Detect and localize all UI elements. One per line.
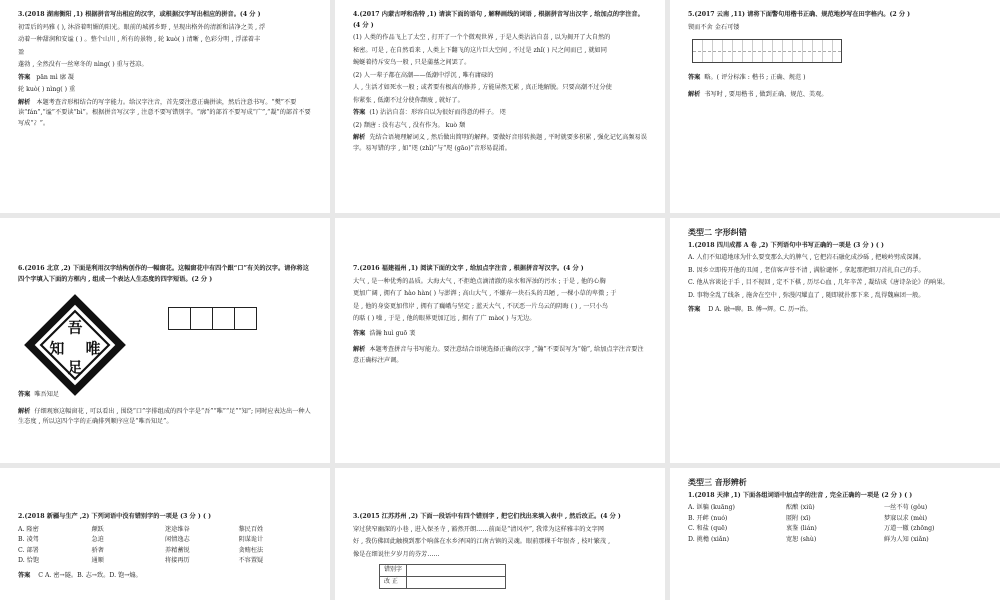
option-cell: 阴谋诡计 [238, 536, 264, 543]
explanation-text: 仔细观察这幅窗花 , 可以看出 , 围绕“口”字排组成的四个字是“吾”“唯”“足”“知”; 同时应表达出一种人生态度 , 所以这四个字的正确排列顺序应是“唯吾知足”。 [18, 407, 311, 425]
option-row [688, 524, 982, 535]
option-row [18, 546, 312, 557]
text-line: 蓬勃 , 全然没有一丝寒冬的 nìng( ) 重与苍凉。 [18, 61, 148, 68]
answer-boxes [168, 307, 312, 330]
option-cell: D. 挑檐 (xiǎn) [688, 535, 729, 543]
option-cell: 闲情逸志 [165, 536, 190, 543]
explanation-text: 本题考查拼音与书写能力。要注意结合语境选择正确的汉字 ,“瀚”不要误写为“翰”, 给加点字注音要注意正确标注声调。 [353, 346, 644, 364]
option-row [688, 535, 982, 546]
option-cell: B. 开衅 (nuó) [688, 514, 728, 522]
answer-line: 轮 kuò( ) nìng( ) 重 [18, 86, 76, 93]
explanation-label: 解析 [353, 134, 366, 141]
text-line: 大气 , 是一种优秀的品质。大海大气 , 不拒绝点滴清澈的泉水和浑浊的污水 ; 于是 , 他的心胸 [353, 277, 606, 285]
question-7: 7.(2016 福建福州 ,1) 阅读下面的文字 , 给加点字注音 , 根据拼音写汉字。(4 分 ) [353, 265, 584, 272]
table-header: 改 正 [380, 577, 407, 589]
answer-box[interactable] [190, 307, 213, 330]
question-1: 1.(2018 四川成都 A 卷 ,2) 下列语句中书写正确的一项是 (3 分 ) ( ) [688, 241, 884, 249]
page-8 [335, 468, 665, 600]
question-3: 3.(2018 湖南衡阳 ,1) 根据拼音写出相应的汉字，或根据汉字写出相应的拼音。(4 分 ) [18, 11, 261, 18]
page-1 [0, 0, 330, 213]
page-7 [0, 468, 330, 600]
option-cell: C. 和盐 (quē) [688, 525, 728, 532]
option: C. 他从容谈论于手 , 目不视回 , 定不下棋 , 历尽心血 , 几年辛苦 , 凝结成《唐诗杂论》的响果。 [688, 279, 949, 286]
answer-label: 答案 [18, 571, 31, 579]
option-cell: 通顺 [91, 557, 104, 564]
explanation-text: 本题考查音形相结合的写字能力。给汉字注音，首先要注意正确拼读，然后注意书写。“樊”不要读“fán”,“谧”不要读“bì”。根据拼音写汉字 , 注意不要写错别字。“廓”的部首不要写成“广”,“凝”的部首不要写成“冫”。 [18, 98, 311, 127]
text-line: 盈 [18, 48, 25, 56]
answer-box[interactable] [212, 307, 235, 330]
text-line: 是 , 他的身姿更加伟岸 , 拥有了巍峨与坚定 ; 蓝天大气 , 不厌恶一片乌云的阴晦 ( ) , 一只小鸟 [353, 302, 608, 310]
page-6 [670, 218, 1000, 463]
explanation-text: 书写时 , 要用楷书 , 做到正确、规范、美观。 [704, 90, 828, 98]
explanation-label: 解析 [353, 346, 366, 353]
option-cell: C. 部署 [18, 546, 39, 554]
option-cell: 不容置疑 [238, 557, 264, 564]
section-title: 类型三 音形辨析 [688, 478, 747, 487]
text-line: 秘密。可是 , 在自然看来 , 人类上下翻飞的这片巨大空间 , 不过是 zhǐ( ) 尺之间而已 , 就如同 [353, 46, 607, 54]
answer-label: 答案 [353, 109, 366, 116]
text-line: 好 , 我仿佛回此触摸到那个响落在水乡泽国的江南古镇的灵魂。眼前那棵千年银杏 , 枝叶繁茂 , [353, 538, 611, 545]
answer-box[interactable] [168, 307, 191, 330]
option-cell: 宽恕 (shù) [786, 535, 817, 543]
option-cell: 匿附 (xī) [786, 514, 811, 522]
option-cell: 骄奢 [91, 546, 104, 554]
text-line: 像是在细说往夕岁月的芬芳…… [353, 550, 440, 558]
text-line: 动着一种甜润和安谧 ( ) 。整个山川 , 所有的景物 , 轮 kuò( ) 清晰 , 色彩分明 , 浮漾着丰 [18, 36, 261, 43]
answer-text: D A. 融→聊。B. 傅→辉。C. 历→治。 [708, 306, 812, 313]
explanation-label: 解析 [688, 90, 701, 98]
option-row [688, 514, 982, 525]
option: A. 人们不知道地球为什么要变那么大的脾气 , 它把岩石融化成沙砾 , 把峻岭劈成深渊。 [688, 254, 925, 261]
option-cell: 急迫 [91, 536, 104, 543]
text-line: (2) 人一辈子都在高潮——低潮中浮沉 , 唯有庸碌的 [353, 71, 494, 79]
explanation-label: 解析 [18, 407, 31, 415]
option-row [688, 503, 982, 514]
option-cell: 贪贿枉法 [238, 546, 264, 554]
table-header: 错别字 [380, 565, 407, 577]
seal-char: 吾 [67, 319, 83, 337]
answer-text: (1) 沾沾自喜：形容自以为很好而得意的样子。 咫 [369, 109, 506, 116]
answer-text: 唯吾知足 [34, 391, 60, 398]
text-line: 初雪后的玛雅 ( ), 沐浴着明媚的阳光。眼前的城郭乡野 , 呈现出格外的清新和洁净之美 , 浮 [18, 23, 266, 31]
answer-label: 答案 [18, 391, 31, 398]
question-2: 2.(2018 新疆与生产 ,2) 下列词语中没有错别字的一项是 (3 分 ) ( ) [18, 513, 211, 520]
text-line: 你紧张 , 低潮不过分使你颓废 , 就好了。 [353, 96, 464, 104]
table-cell[interactable] [407, 577, 506, 589]
question-1b: 1.(2018 天津 ,1) 下面各组词语中加点字的注音 , 完全正确的一项是 (2 分 ) ( ) [688, 491, 913, 499]
answer-label: 答案 [353, 329, 366, 337]
question-6: 6.(2016 北京 ,2) 下面是利用汉字结构创作的一幅窗花。这幅窗花中有四个跟“口”有关的汉字。请你将这四个字填入下面的方框内 , 组成一个表达人生态度的四字短语。(2 分 ) [18, 265, 309, 283]
table-cell[interactable] [407, 565, 506, 577]
answer-label: 答案 [688, 74, 701, 81]
option-row [18, 556, 312, 567]
seal-char: 知 [49, 340, 65, 358]
text-line: 人 , 生活才如死水一般 ; 或者要有极高的修养 , 方能屏然无累 , 真正地解脱。只要高潮不过分使 [353, 84, 612, 91]
correction-table [379, 564, 506, 589]
option-cell: 鲜为人知 (xiǎn) [884, 535, 929, 543]
question-4: 4.(2017 内蒙古呼和浩特 ,1) 请读下面的语句 , 解释画线的词语 , 根据拼音写出汉字 , 给加点的字注音。(4 分 ) [353, 11, 644, 29]
page-9 [670, 468, 1000, 600]
option-cell: 梦寐以求 (mèi) [884, 514, 928, 522]
option-cell: 万道一辙 (zhōng) [884, 525, 935, 532]
question-3b: 3.(2015 江苏苏州 ,2) 下面一段话中有四个错别字 , 把它们找出来填入表中 , 然后改正。(4 分 ) [353, 513, 621, 520]
window-flower-seal-image [22, 292, 128, 398]
explanation-text: 先结合语境理解词义 , 然后做出简明的解释。要做好音形转换题 , 平时就要多积累 , 强化记忆高频易误字。易写错的字 , 如“咫 (zhǐ)”与“咫 (gāo)”音形易混淆。 [353, 134, 647, 152]
text-line: 的聒 ( ) 噪 , 于是 , 他的眼界更加辽远 , 拥有了广 mào( ) 与无边。 [353, 315, 536, 322]
answer-label: 答案 [18, 73, 31, 81]
text-line: 锲而不舍 金石可镂 [688, 23, 740, 31]
answer-text: 浩瀚 huì guō 袤 [369, 329, 416, 337]
option-cell: A. 诓骗 (kuāng) [688, 504, 735, 511]
option: D. 事物全乱了线条 , 施舍在空中 , 弥漫闪耀直了 , 随即就扑那下来 , 乱得魏麻团一般。 [688, 291, 925, 299]
option-cell: 养精蓄锐 [165, 546, 190, 554]
section-title: 类型二 字形纠错 [688, 228, 747, 237]
option-cell: 将接再历 [165, 557, 190, 564]
option-cell: B. 凌驾 [18, 536, 39, 543]
option-row [18, 525, 312, 536]
answer-text: pān mì 廓 凝 [36, 73, 75, 81]
seal-char: 足 [67, 359, 83, 377]
option-cell: 迷途维谷 [165, 525, 190, 533]
question-5: 5.(2017 云南 ,11) 请将下面警句用楷书正确、规范地抄写在田字格内。(2 分 ) [688, 11, 911, 18]
tianzige-grid[interactable] [692, 39, 842, 63]
text-line: 蜿蜒着持斥安鸟一般 , 只是蒲墓之间罢了。 [353, 59, 471, 66]
option-row [18, 535, 312, 546]
page-5 [335, 218, 665, 463]
answer-text: 略。( 评分标准 : 楷书 ; 正确、规范 ) [704, 74, 806, 81]
option-cell: D. 恰饱 [18, 557, 40, 564]
option-cell: 衷鉴 (lián) [786, 525, 817, 532]
page-3 [670, 0, 1000, 213]
option-cell: A. 隆密 [18, 525, 39, 533]
answer-box[interactable] [234, 307, 257, 330]
explanation-label: 解析 [18, 98, 31, 106]
seal-char: 唯 [85, 340, 101, 358]
option-cell: 黎民百姓 [238, 525, 264, 533]
text-line: 穿过狭窄幽深的小巷 , 进入保圣寺 , 豁然开朗……前面是“清风亭”, 我常为这样雅丰的文字网 [353, 525, 604, 533]
option: B. 因乡立即传开他的丑闻 , 老信客声誉不清 , 满脸谴怀 , 拿起那把细刀首扎自己的手。 [688, 266, 925, 274]
page-2 [335, 0, 665, 213]
option-cell: 一丝不苟 (gǒu) [884, 504, 928, 511]
answer-text: C A. 密→隧。B. 志→致。D. 饱→煽。 [38, 571, 142, 579]
text-line: (1) 人类的作品飞上了太空 , 打开了一个个微观世界 , 于是人类沾沾自喜 , 以为揭开了大自然的 [353, 34, 611, 41]
option-cell: 酝酿 (xiū) [786, 504, 815, 511]
answer-line: (2) 颓唐 : 没有志气 , 没有作为。 kuò 颓 [353, 121, 466, 129]
text-line: 更加广阔 , 拥有了 hào hàn( ) 与澎湃 ; 高山大气 , 不嫌弃一块石头的丑陋 , 一棵小草的卑微 ; 于 [353, 290, 617, 297]
option-cell: 颠跃 [91, 525, 104, 533]
answer-label: 答案 [688, 306, 701, 313]
